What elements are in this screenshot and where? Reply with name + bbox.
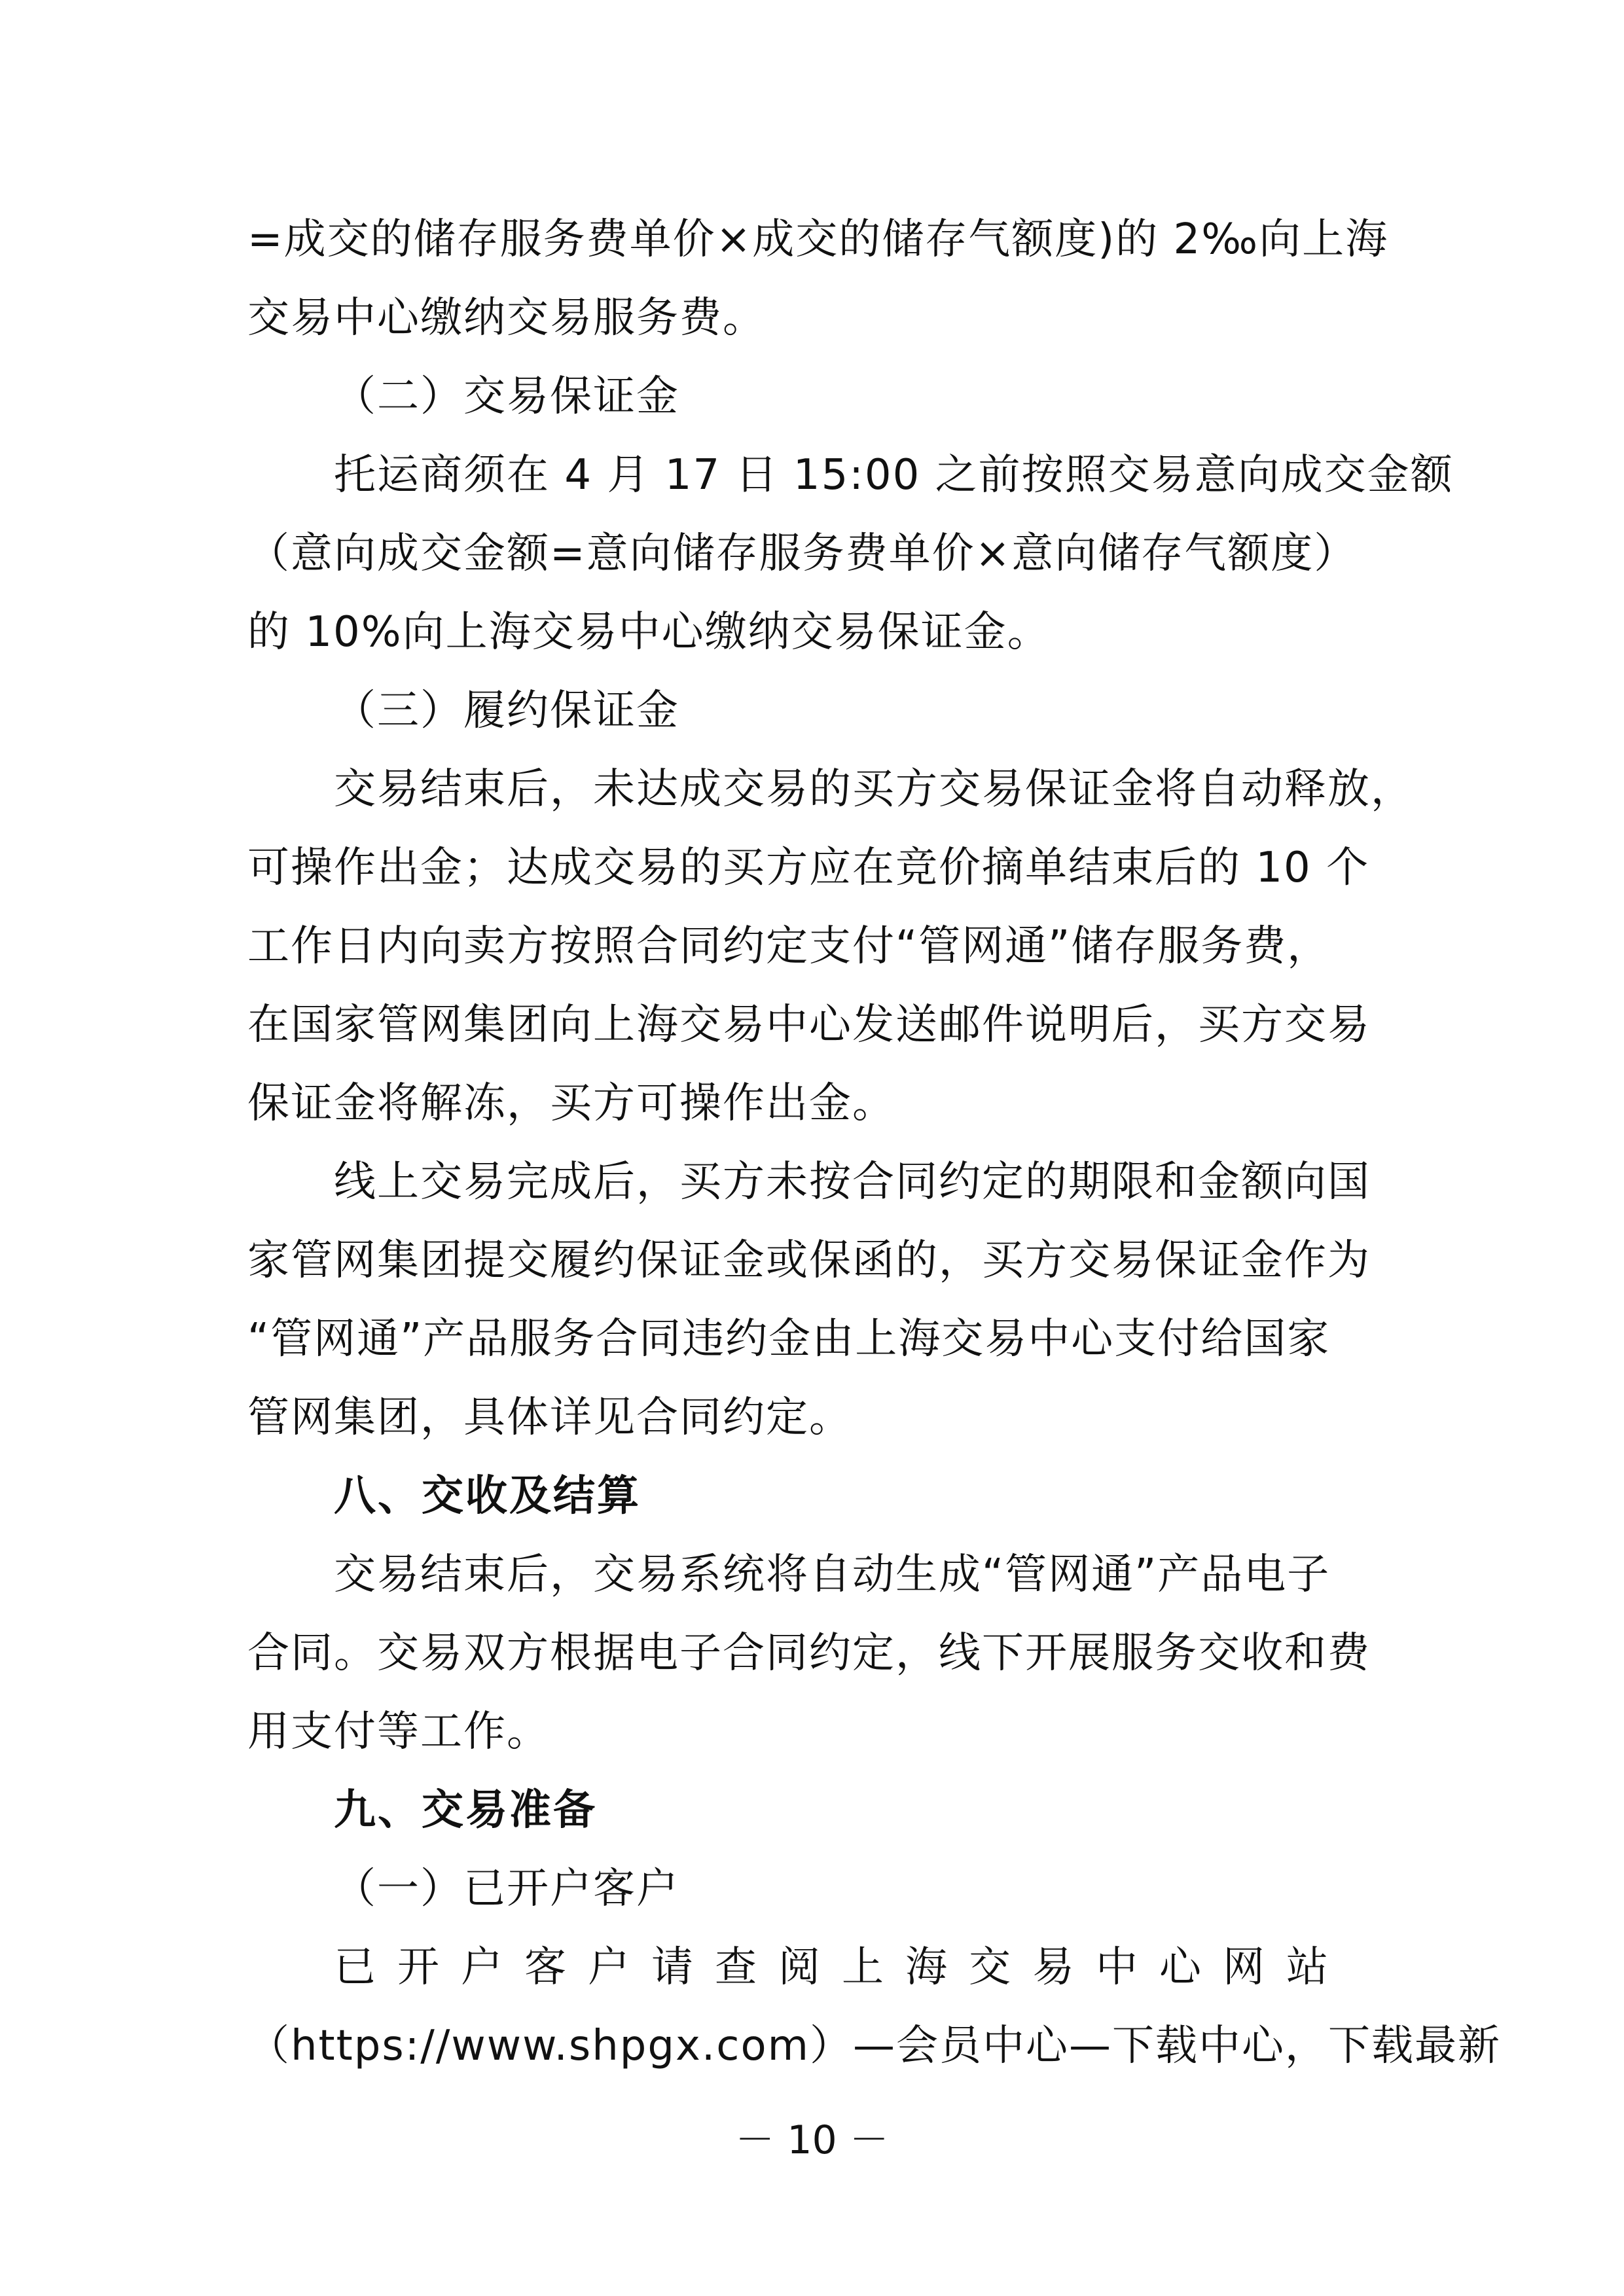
body-text-line: 工作日内向卖方按照合同约定支付“管网通”储存服务费，	[247, 922, 1331, 971]
subheading-deposit: （二）交易保证金	[334, 372, 679, 421]
body-text-line: 保证金将解冻，买方可操作出金。	[247, 1079, 895, 1128]
paragraph-start: 已开户客户请查阅上海交易中心网站	[334, 1943, 1350, 1992]
body-text-line: “管网通”产品服务合同违约金由上海交易中心支付给国家	[247, 1315, 1331, 1363]
body-text-line: （https://www.shpgx.com）—会员中心—下载中心，下载最新	[247, 2022, 1501, 2070]
body-text-line: =成交的储存服务费单价×成交的储存气额度)的 2‰向上海	[247, 215, 1389, 264]
body-text-line: （意向成交金额=意向储存服务费单价×意向储存气额度）	[247, 529, 1358, 578]
page-number: － 10 －	[735, 2117, 889, 2163]
body-text-line: 合同。交易双方根据电子合同约定，线下开展服务交收和费	[247, 1629, 1371, 1677]
paragraph-start: 线上交易完成后，买方未按合同约定的期限和金额向国	[334, 1158, 1371, 1206]
body-text-line: 交易中心缴纳交易服务费。	[247, 294, 766, 342]
body-text-line: 用支付等工作。	[247, 1708, 550, 1756]
paragraph-start: 交易结束后，交易系统将自动生成“管网通”产品电子	[334, 1551, 1331, 1599]
body-text-line: 可操作出金；达成交易的买方应在竞价摘单结束后的 10 个	[247, 844, 1370, 892]
body-text-line: 的 10%向上海交易中心缴纳交易保证金。	[247, 608, 1051, 656]
section-heading-preparation: 九、交易准备	[334, 1786, 597, 1835]
subheading-performance-deposit: （三）履约保证金	[334, 687, 679, 735]
subheading-existing-clients: （一）已开户客户	[334, 1865, 679, 1913]
paragraph-start: 交易结束后，未达成交易的买方交易保证金将自动释放，	[334, 765, 1414, 814]
body-text-line: 家管网集团提交履约保证金或保函的，买方交易保证金作为	[247, 1236, 1371, 1285]
body-text-line: 在国家管网集团向上海交易中心发送邮件说明后，买方交易	[247, 1001, 1371, 1049]
section-heading-settlement: 八、交收及结算	[334, 1472, 641, 1520]
paragraph-start: 托运商须在 4 月 17 日 15:00 之前按照交易意向成交金额	[334, 451, 1454, 499]
body-text-line: 管网集团，具体详见合同约定。	[247, 1393, 852, 1442]
